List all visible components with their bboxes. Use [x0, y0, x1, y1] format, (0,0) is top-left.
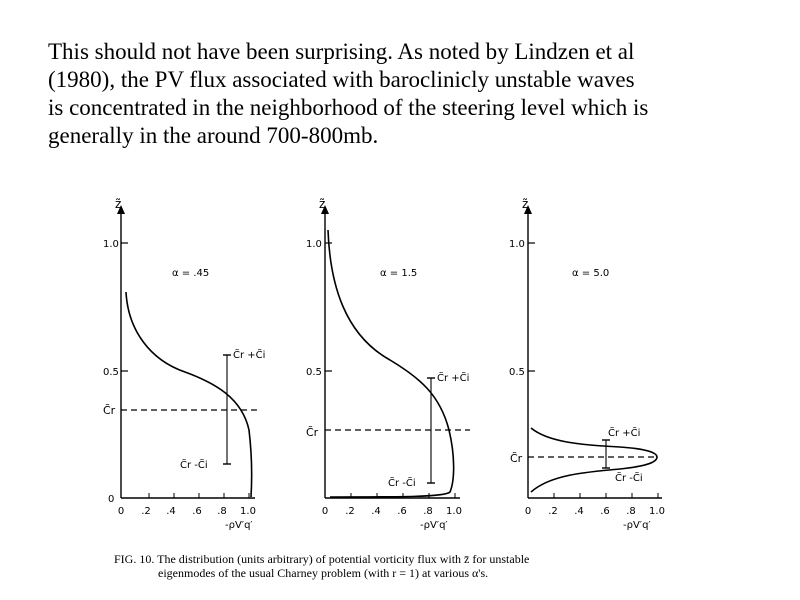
y-tick-label-1.0: 1.0	[306, 239, 322, 250]
y-tick-label-0.5: 0.5	[306, 367, 322, 378]
upper-bar-label: C̃r +C̃i	[233, 350, 266, 361]
x-tick-label: .8	[217, 506, 227, 517]
x-tick-label: 0	[321, 506, 329, 517]
x-tick-label: .6	[397, 506, 407, 517]
caption-line-2: eigenmodes of the usual Charney problem (with r = 1) at various α's.	[158, 566, 489, 580]
y-tick-label-0.5: 0.5	[509, 367, 525, 378]
x-axis-label: -ρV′q′	[420, 520, 448, 531]
x-axis-label: -ρV′q′	[225, 520, 253, 531]
paragraph-line-1: This should not have been surprising. As noted by Lindzen et al	[48, 39, 635, 64]
lower-bar-label: C̃r -C̃i	[615, 473, 643, 484]
alpha-label: α = 5.0	[572, 268, 610, 279]
panel-1	[103, 197, 265, 531]
lower-bar-label: C̃r -C̃i	[180, 460, 208, 471]
cr-label: C̃r	[306, 426, 319, 439]
x-tick-label: .2	[548, 506, 558, 517]
x-tick-label: 1.0	[240, 506, 256, 517]
paragraph-line-4: generally in the around 700-800mb.	[48, 123, 379, 148]
x-tick-label: .4	[166, 506, 176, 517]
x-tick-label: .4	[574, 506, 584, 517]
alpha-label: α = .45	[172, 268, 210, 279]
cr-label: C̃r	[103, 404, 116, 417]
paragraph-line-3: is concentrated in the neighborhood of the steering level which is	[48, 95, 649, 120]
y-axis-label: z̃	[115, 197, 122, 211]
x-tick-label: .8	[423, 506, 433, 517]
upper-bar-label: C̃r +C̃i	[608, 428, 641, 439]
x-tick-label: 0	[524, 506, 532, 517]
x-tick-label: .6	[192, 506, 202, 517]
x-tick-label: .6	[600, 506, 610, 517]
panel-3	[509, 197, 665, 531]
cr-label: C̃r	[510, 452, 523, 465]
y-axis-label: z̃	[319, 197, 326, 211]
y-tick-label-1.0: 1.0	[509, 239, 525, 250]
y-tick-label-0: 0	[108, 494, 115, 505]
y-tick-label-1.0: 1.0	[103, 239, 119, 250]
x-tick-label: .2	[141, 506, 151, 517]
x-tick-label: 0	[117, 506, 125, 517]
figure-caption	[114, 552, 694, 580]
alpha-label: α = 1.5	[380, 268, 418, 279]
x-axis-label: -ρV′q′	[623, 520, 651, 531]
caption-line-1: FIG. 10. The distribution (units arbitrary) of potential vorticity flux with z̄ for unstable	[114, 552, 530, 566]
x-tick-label: .8	[626, 506, 636, 517]
panel-2	[306, 197, 470, 531]
x-tick-label: 1.0	[446, 506, 462, 517]
lower-bar-label: C̃r -C̃i	[388, 478, 416, 489]
paragraph-line-2: (1980), the PV flux associated with baroclinicly unstable waves	[48, 67, 635, 92]
x-tick-label: .4	[371, 506, 381, 517]
x-tick-label: .2	[345, 506, 355, 517]
x-ticks	[554, 493, 658, 498]
x-ticks	[149, 493, 249, 498]
x-tick-label: 1.0	[649, 506, 665, 517]
upper-bar-label: C̃r +C̃i	[437, 373, 470, 384]
y-axis-label: z̃	[522, 197, 529, 211]
y-tick-label-0.5: 0.5	[103, 367, 119, 378]
